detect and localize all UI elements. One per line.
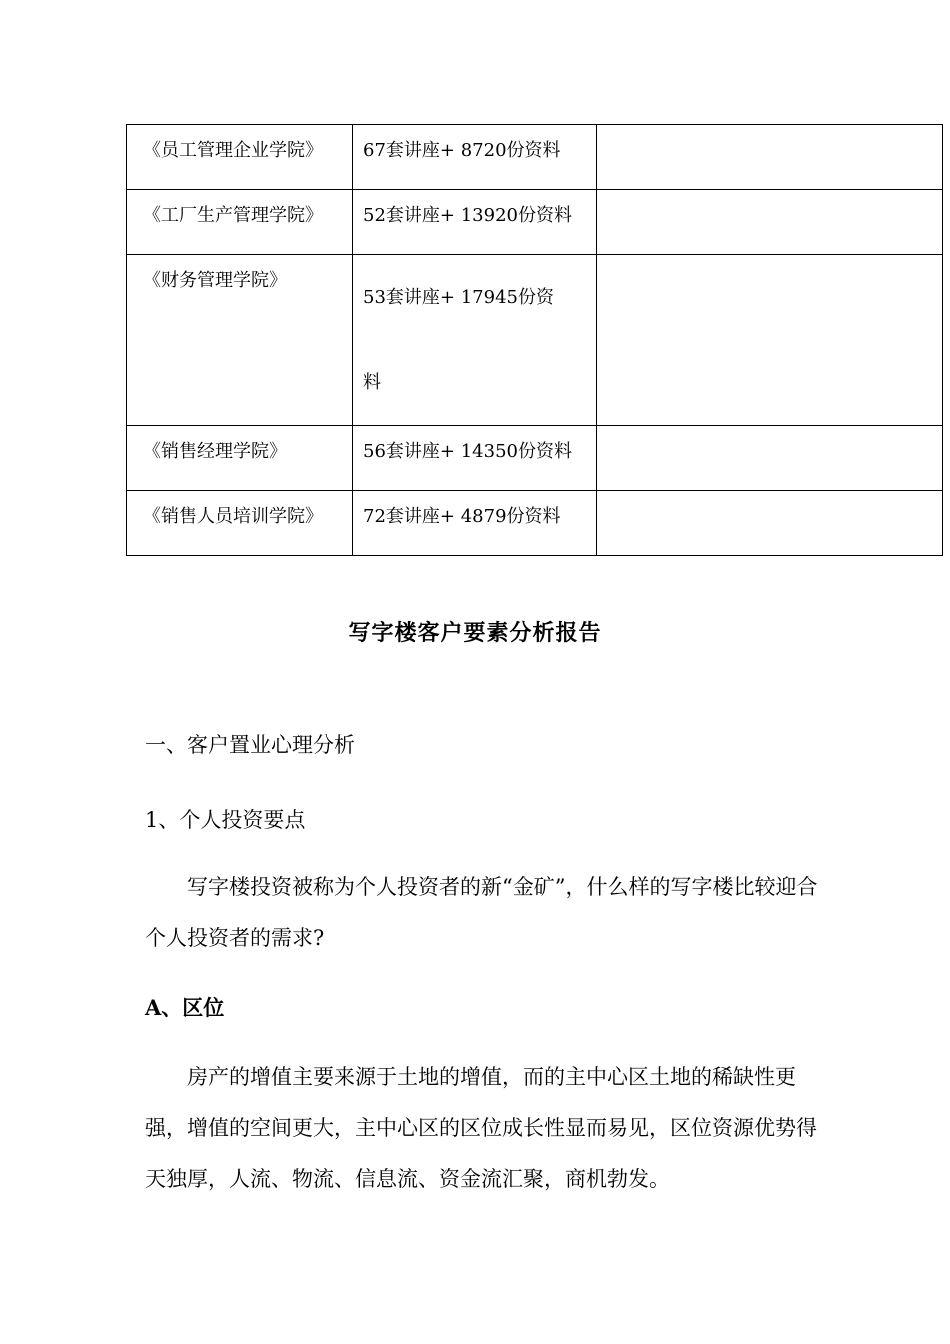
note-cell: [597, 190, 943, 255]
paragraph: 房产的增值主要来源于土地的增值，而的主中心区土地的稀缺性更强，增值的空间更大，主中心区的区位成长性显而易见，区位资源优势得天独厚，人流、物流、信息流、资金流汇聚，商机勃发。: [145, 1065, 817, 1191]
note-cell: [597, 255, 943, 426]
resource-count-cell: 52套讲座+ 13920份资料: [353, 190, 597, 255]
resource-count-cell: 56套讲座+ 14350份资料: [353, 426, 597, 491]
college-name-cell: 《销售经理学院》: [127, 426, 353, 491]
college-name-cell: 《员工管理企业学院》: [127, 125, 353, 190]
note-cell: [597, 125, 943, 190]
note-cell: [597, 426, 943, 491]
college-name-cell: 《财务管理学院》: [127, 255, 353, 426]
college-name-cell: 《工厂生产管理学院》: [127, 190, 353, 255]
point-heading: A、区位: [145, 995, 225, 1020]
table-row: [127, 491, 943, 556]
college-name-cell: 《销售人员培训学院》: [127, 491, 353, 556]
table-row: [127, 190, 943, 255]
report-title: 写字楼客户要素分析报告: [348, 620, 602, 646]
sub-heading: 1、个人投资要点: [145, 808, 306, 832]
resource-count-line: 料: [363, 372, 381, 393]
resource-count-cell: [353, 255, 597, 426]
resource-count-cell: 72套讲座+ 4879份资料: [353, 491, 597, 556]
table-row: [127, 255, 943, 426]
table-row: [127, 426, 943, 491]
resource-table: [126, 124, 943, 556]
paragraph: 写字楼投资被称为个人投资者的新“金矿”，什么样的写字楼比较迎合个人投资者的需求?: [145, 875, 818, 950]
note-cell: [597, 491, 943, 556]
resource-count-line: 53套讲座+ 17945份资: [363, 287, 554, 308]
resource-count-cell: 67套讲座+ 8720份资料: [353, 125, 597, 190]
section-heading: 一、客户置业心理分析: [145, 733, 355, 757]
table-row: [127, 125, 943, 190]
